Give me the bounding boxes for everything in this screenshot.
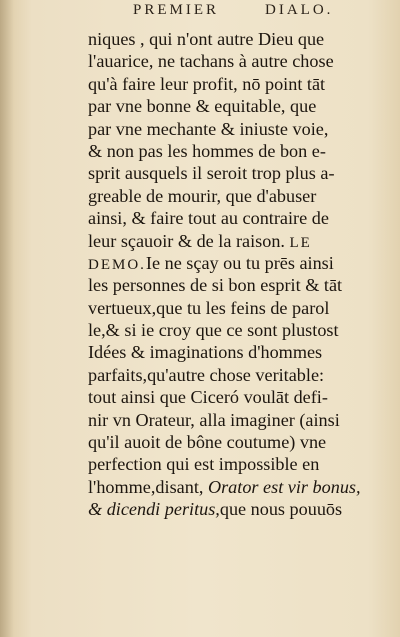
text-line	[88, 274, 378, 296]
text-line	[88, 431, 378, 453]
text-span: les personnes de si bon esprit & tāt	[88, 275, 343, 296]
text-span: DEMO.	[88, 256, 146, 273]
text-span: par vne bonne & equitable, que	[88, 96, 317, 117]
running-header	[95, 2, 355, 22]
italic-latin-text: Orator est vir bonus,	[207, 476, 361, 497]
text-line	[88, 73, 378, 95]
text-span: niques , qui n'ont autre Dieu que	[88, 29, 325, 49]
text-span: Idées & imaginations d'hommes	[88, 342, 323, 363]
text-span: sprit ausquels il seroit trop plus a-	[88, 163, 335, 184]
header-right: DIALO.	[265, 2, 334, 18]
text-span: par vne mechante & iniuste voie,	[88, 118, 329, 139]
text-span: vertueux,que tu les feins de parol	[88, 297, 330, 318]
text-line	[88, 498, 378, 520]
text-line	[88, 297, 378, 319]
text-line	[88, 230, 378, 252]
text-span: & non pas les hommes de bon e-	[88, 140, 326, 161]
text-line	[88, 185, 378, 207]
text-line	[88, 476, 378, 498]
header-left: PREMIER	[133, 2, 220, 18]
text-line	[88, 453, 378, 475]
text-line	[88, 118, 378, 140]
text-line	[88, 319, 378, 341]
text-line	[88, 140, 378, 162]
text-line	[88, 386, 378, 408]
text-span: Ie ne sçay ou tu prēs ainsi	[145, 252, 334, 273]
text-line	[88, 409, 378, 431]
text-span: parfaits,qu'autre chose veritable:	[88, 364, 325, 385]
text-line	[88, 207, 378, 229]
text-span: l'homme,disant,	[88, 476, 208, 497]
body-text	[88, 28, 378, 521]
text-line	[88, 28, 378, 50]
text-line	[88, 95, 378, 117]
text-span: tout ainsi que Ciceró voulāt defi-	[88, 387, 328, 408]
text-span: qu'il auoit de bône coutume) vne	[88, 432, 327, 453]
text-line	[88, 364, 378, 386]
text-span: le,& si ie croy que ce sont plustost	[88, 320, 339, 341]
text-span: perfection qui est impossible en	[88, 454, 320, 475]
italic-latin-text: & dicendi peritus,	[88, 499, 220, 520]
text-line	[88, 162, 378, 184]
text-span: l'auarice, ne tachans à autre chose	[88, 51, 334, 72]
binding-shadow	[0, 0, 14, 637]
text-span: qu'à faire leur profit, nō point tāt	[88, 73, 326, 94]
text-span: nir vn Orateur, alla imaginer (ainsi	[88, 409, 340, 430]
text-line	[88, 341, 378, 363]
text-span: ainsi, & faire tout au contraire de	[88, 208, 329, 229]
text-line	[88, 252, 378, 274]
text-span: que nous pouuōs	[219, 499, 343, 520]
text-line	[88, 50, 378, 72]
text-span: leur sçauoir & de la raison.	[88, 230, 290, 251]
text-span: greable de mourir, que d'abuser	[88, 185, 317, 206]
text-span: LE	[289, 234, 312, 251]
